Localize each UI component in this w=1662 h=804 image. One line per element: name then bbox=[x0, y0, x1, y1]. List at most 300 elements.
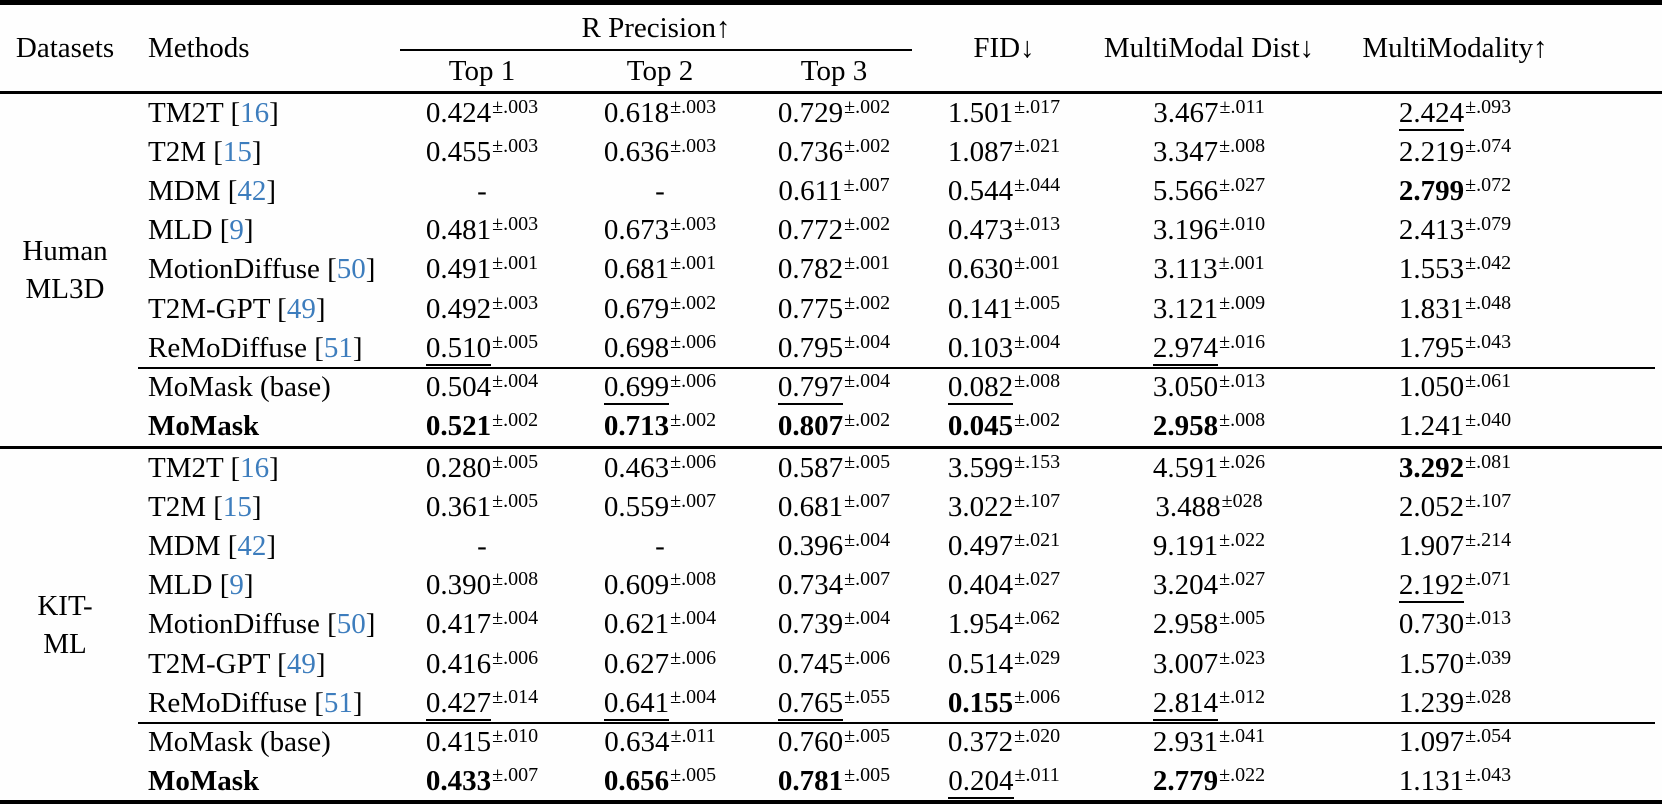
value-text: 0.280 bbox=[425, 452, 492, 485]
value-text: 0.627 bbox=[603, 647, 670, 680]
value-std-superscript: ±.006 bbox=[670, 646, 717, 669]
value-std-superscript: ±.011 bbox=[1014, 763, 1060, 786]
metric-value bbox=[1330, 253, 1662, 286]
dataset-label-line: ML bbox=[43, 628, 87, 660]
metric-value bbox=[1088, 569, 1330, 602]
metric-value bbox=[920, 726, 1088, 759]
value-std-superscript: ±.107 bbox=[1014, 490, 1061, 513]
value-text: 1.050 bbox=[1398, 370, 1465, 403]
table-row bbox=[0, 762, 1662, 801]
metric-value bbox=[748, 648, 920, 681]
metric-value bbox=[920, 332, 1088, 365]
value-std-superscript: ±.062 bbox=[1014, 607, 1061, 630]
value-text: 0.544 bbox=[947, 175, 1014, 208]
metric-value bbox=[572, 765, 748, 798]
citation-link[interactable]: 49 bbox=[286, 292, 316, 325]
value-text: 0.713 bbox=[603, 409, 670, 442]
metric-value bbox=[920, 569, 1088, 602]
table-row bbox=[0, 94, 1662, 133]
metric-value bbox=[1088, 491, 1330, 524]
value-text: 3.599 bbox=[947, 452, 1014, 485]
metric-value bbox=[1330, 214, 1662, 247]
value-std-superscript: ±.005 bbox=[492, 490, 539, 513]
metric-value bbox=[392, 491, 572, 524]
value-text: 0.473 bbox=[947, 214, 1014, 247]
value-std-superscript: ±.004 bbox=[492, 607, 539, 630]
value-text: 0.621 bbox=[603, 608, 670, 641]
table-row bbox=[0, 605, 1662, 644]
value-std-superscript: ±.005 bbox=[844, 724, 891, 747]
table-row bbox=[0, 250, 1662, 289]
value-text: 0.396 bbox=[777, 530, 844, 563]
metric-value bbox=[920, 491, 1088, 524]
metric-value bbox=[572, 608, 748, 641]
value-std-superscript: ±.003 bbox=[492, 291, 539, 314]
method-name: MoMask (base) bbox=[148, 725, 331, 758]
value-std-superscript: ±.028 bbox=[1465, 685, 1512, 708]
metric-value bbox=[572, 569, 748, 602]
value-std-superscript: ±.007 bbox=[844, 568, 891, 591]
value-std-superscript: ±.005 bbox=[844, 763, 891, 786]
value-std-superscript: ±.072 bbox=[1465, 174, 1512, 197]
value-text: 0.681 bbox=[603, 253, 670, 286]
value-text: 1.241 bbox=[1398, 409, 1465, 442]
metric-value bbox=[748, 97, 920, 130]
value-text: 0.609 bbox=[603, 569, 670, 602]
value-std-superscript: ±.023 bbox=[1219, 646, 1266, 669]
value-text: 0.521 bbox=[425, 409, 492, 442]
value-text: 0.587 bbox=[777, 452, 844, 485]
citation-link[interactable]: 50 bbox=[336, 253, 366, 286]
table-row bbox=[0, 684, 1662, 723]
value-text: 0.730 bbox=[1398, 608, 1465, 641]
dataset-label-line: KIT- bbox=[37, 589, 93, 622]
value-text: 0.636 bbox=[603, 136, 670, 169]
value-text: 1.795 bbox=[1398, 331, 1465, 364]
value-text: 0.736 bbox=[777, 136, 844, 169]
value-std-superscript: ±.214 bbox=[1465, 529, 1512, 552]
value-std-superscript: ±.041 bbox=[1219, 724, 1266, 747]
value-std-superscript: ±.008 bbox=[1014, 369, 1061, 392]
method-name: MDM [42] bbox=[148, 175, 277, 208]
citation-link[interactable]: 15 bbox=[222, 136, 252, 169]
value-text: 1.553 bbox=[1398, 253, 1465, 286]
metric-value bbox=[1330, 569, 1662, 602]
metric-value bbox=[748, 293, 920, 326]
metric-value bbox=[1330, 293, 1662, 326]
value-text: 3.204 bbox=[1152, 569, 1219, 602]
metric-value bbox=[572, 491, 748, 524]
value-text: 0.417 bbox=[425, 608, 492, 641]
value-text: 0.673 bbox=[603, 214, 670, 247]
value-std-superscript: ±.002 bbox=[492, 408, 539, 431]
value-text: 0.782 bbox=[777, 253, 844, 286]
metric-value bbox=[920, 530, 1088, 563]
method-name: MLD [9] bbox=[148, 569, 254, 602]
value-text: 3.050 bbox=[1152, 370, 1219, 403]
metric-value bbox=[392, 214, 572, 247]
metric-value bbox=[1088, 410, 1330, 443]
table-row bbox=[0, 329, 1662, 368]
value-text: 2.799 bbox=[1398, 175, 1465, 208]
citation-link[interactable]: 50 bbox=[336, 608, 366, 641]
column-header-multimodality: MultiModality↑ bbox=[1362, 31, 1548, 64]
table-row bbox=[0, 211, 1662, 250]
citation-link[interactable]: 49 bbox=[286, 647, 316, 680]
metric-value bbox=[392, 569, 572, 602]
citation-link[interactable]: 9 bbox=[229, 214, 244, 247]
metric-value bbox=[392, 293, 572, 326]
citation-link[interactable]: 16 bbox=[240, 452, 270, 485]
metric-value bbox=[392, 687, 572, 720]
value-std-superscript: ±.013 bbox=[1465, 607, 1512, 630]
table-row bbox=[0, 407, 1662, 446]
metric-value bbox=[572, 371, 748, 404]
section-humanml3d bbox=[0, 94, 1662, 449]
citation-link[interactable]: 42 bbox=[237, 530, 267, 563]
metric-value bbox=[748, 253, 920, 286]
metric-value bbox=[1088, 530, 1330, 563]
metric-value bbox=[572, 214, 748, 247]
metric-value bbox=[920, 253, 1088, 286]
metric-value bbox=[1330, 332, 1662, 365]
value-std-superscript: ±.022 bbox=[1219, 529, 1266, 552]
metric-value bbox=[1088, 765, 1330, 798]
value-std-superscript: ±.009 bbox=[1219, 291, 1266, 314]
value-std-superscript: ±.002 bbox=[844, 291, 891, 314]
citation-link[interactable]: 51 bbox=[323, 331, 353, 364]
method-name: T2M [15] bbox=[148, 491, 262, 524]
metric-value bbox=[920, 136, 1088, 169]
citation-link[interactable]: 15 bbox=[222, 491, 252, 524]
metric-value bbox=[392, 765, 572, 798]
metric-value bbox=[1088, 214, 1330, 247]
value-std-superscript: ±.005 bbox=[492, 330, 539, 353]
dataset-label-line: ML3D bbox=[25, 273, 105, 305]
value-std-superscript: ±.016 bbox=[1219, 330, 1266, 353]
value-std-superscript: ±.153 bbox=[1014, 451, 1061, 474]
value-std-superscript: ±.048 bbox=[1465, 291, 1512, 314]
value-std-superscript: ±.002 bbox=[844, 96, 891, 119]
value-text: 0.679 bbox=[603, 292, 670, 325]
value-std-superscript: ±.005 bbox=[670, 763, 717, 786]
metric-value bbox=[1330, 608, 1662, 641]
value-text: 1.954 bbox=[947, 608, 1014, 641]
metric-value bbox=[392, 175, 572, 208]
method-name: MotionDiffuse [50] bbox=[148, 608, 376, 641]
metric-value bbox=[920, 452, 1088, 485]
value-text: 2.974 bbox=[1152, 331, 1219, 364]
value-text: 0.739 bbox=[777, 608, 844, 641]
value-text: 0.141 bbox=[947, 292, 1014, 325]
value-text: 0.681 bbox=[777, 491, 844, 524]
table-header bbox=[0, 5, 1662, 94]
metric-value bbox=[1088, 175, 1330, 208]
method-name: ReMoDiffuse [51] bbox=[148, 686, 363, 719]
citation-link[interactable]: 9 bbox=[229, 569, 244, 602]
metric-value bbox=[392, 726, 572, 759]
metric-value bbox=[1088, 97, 1330, 130]
value-std-superscript: ±.002 bbox=[670, 291, 717, 314]
value-std-superscript: ±.004 bbox=[492, 369, 539, 392]
metric-value bbox=[572, 410, 748, 443]
metric-value bbox=[392, 648, 572, 681]
value-std-superscript: ±.003 bbox=[492, 96, 539, 119]
value-text: 0.729 bbox=[777, 97, 844, 130]
value-std-superscript: ±.061 bbox=[1465, 369, 1512, 392]
citation-link[interactable]: 42 bbox=[237, 175, 267, 208]
value-std-superscript: ±.002 bbox=[844, 408, 891, 431]
metric-value bbox=[748, 410, 920, 443]
method-name: MotionDiffuse [50] bbox=[148, 253, 376, 286]
metric-value bbox=[1330, 530, 1662, 563]
metric-value bbox=[748, 371, 920, 404]
value-text: 3.007 bbox=[1152, 647, 1219, 680]
value-std-superscript: ±.011 bbox=[670, 724, 716, 747]
value-std-superscript: ±.079 bbox=[1465, 213, 1512, 236]
value-std-superscript: ±.005 bbox=[1219, 607, 1266, 630]
metric-value bbox=[1330, 136, 1662, 169]
value-text: 1.831 bbox=[1398, 292, 1465, 325]
value-std-superscript: ±.027 bbox=[1219, 568, 1266, 591]
table-row bbox=[0, 488, 1662, 527]
metric-value bbox=[1330, 687, 1662, 720]
value-text: 0.797 bbox=[777, 370, 844, 403]
metric-value bbox=[392, 371, 572, 404]
metric-value bbox=[392, 410, 572, 443]
value-text: 9.191 bbox=[1152, 530, 1219, 563]
value-text: 0.775 bbox=[777, 292, 844, 325]
method-name: TM2T [16] bbox=[148, 97, 279, 130]
metric-value bbox=[1088, 253, 1330, 286]
value-text: 0.807 bbox=[777, 409, 844, 442]
value-text: 3.196 bbox=[1152, 214, 1219, 247]
metric-value bbox=[1088, 136, 1330, 169]
value-std-superscript: ±.003 bbox=[492, 213, 539, 236]
value-std-superscript: ±.003 bbox=[670, 135, 717, 158]
value-text: 0.781 bbox=[777, 764, 844, 797]
metric-value bbox=[748, 765, 920, 798]
metric-value bbox=[1330, 371, 1662, 404]
table-row bbox=[0, 133, 1662, 172]
value-std-superscript: ±.093 bbox=[1465, 96, 1512, 119]
metric-value bbox=[392, 253, 572, 286]
metric-value bbox=[748, 332, 920, 365]
value-std-superscript: ±.001 bbox=[1218, 252, 1265, 275]
metric-value bbox=[392, 332, 572, 365]
metric-value bbox=[1330, 97, 1662, 130]
method-name: MoMask bbox=[148, 409, 260, 442]
metric-value bbox=[920, 410, 1088, 443]
method-name: T2M-GPT [49] bbox=[148, 292, 326, 325]
table-row bbox=[0, 290, 1662, 329]
value-std-superscript: ±.008 bbox=[670, 568, 717, 591]
value-std-superscript: ±.008 bbox=[1219, 408, 1266, 431]
column-header-multimodal-dist: MultiModal Dist↓ bbox=[1103, 31, 1315, 64]
table-row bbox=[0, 449, 1662, 488]
value-text: 3.292 bbox=[1398, 452, 1465, 485]
column-header-top2: Top 2 bbox=[626, 54, 694, 87]
metric-value bbox=[572, 452, 748, 485]
value-text: 0.634 bbox=[604, 725, 670, 758]
column-header-fid: FID↓ bbox=[973, 31, 1035, 64]
value-std-superscript: ±.107 bbox=[1465, 490, 1512, 513]
value-text: 0.455 bbox=[425, 136, 492, 169]
value-text: 3.488 bbox=[1155, 491, 1221, 524]
value-text: 0.745 bbox=[777, 647, 844, 680]
value-text: 0.481 bbox=[425, 214, 492, 247]
metric-value bbox=[748, 136, 920, 169]
value-std-superscript: ±.006 bbox=[492, 646, 539, 669]
metric-value bbox=[1088, 332, 1330, 365]
value-text: 0.611 bbox=[778, 175, 843, 208]
value-std-superscript: ±.006 bbox=[1014, 685, 1061, 708]
column-header-r-precision: R Precision↑ bbox=[581, 12, 731, 44]
value-text: 0.656 bbox=[603, 764, 670, 797]
value-std-superscript: ±.081 bbox=[1465, 451, 1512, 474]
value-text: 1.501 bbox=[947, 97, 1014, 130]
metric-value bbox=[392, 530, 572, 563]
value-text: 2.779 bbox=[1152, 764, 1219, 797]
column-header-methods: Methods bbox=[148, 31, 250, 64]
value-text: - bbox=[655, 530, 665, 563]
value-text: 0.760 bbox=[777, 725, 844, 758]
metric-value bbox=[920, 175, 1088, 208]
value-std-superscript: ±.044 bbox=[1014, 174, 1061, 197]
metric-value bbox=[748, 726, 920, 759]
value-text: 1.087 bbox=[947, 136, 1014, 169]
value-text: 0.103 bbox=[947, 331, 1014, 364]
value-std-superscript: ±.007 bbox=[670, 490, 717, 513]
value-text: 4.591 bbox=[1152, 452, 1219, 485]
value-std-superscript: ±.014 bbox=[492, 685, 539, 708]
citation-link[interactable]: 16 bbox=[240, 97, 270, 130]
metric-value bbox=[1330, 726, 1662, 759]
value-text: 3.467 bbox=[1153, 97, 1219, 130]
value-text: 0.772 bbox=[777, 214, 844, 247]
value-text: 0.698 bbox=[603, 331, 670, 364]
value-text: 0.641 bbox=[603, 686, 670, 719]
value-text: 0.492 bbox=[425, 292, 492, 325]
value-std-superscript: ±.003 bbox=[670, 213, 717, 236]
value-text: 2.219 bbox=[1398, 136, 1465, 169]
value-std-superscript: ±028 bbox=[1221, 490, 1263, 513]
metric-value bbox=[392, 136, 572, 169]
value-std-superscript: ±.005 bbox=[492, 451, 539, 474]
value-text: 3.121 bbox=[1152, 292, 1219, 325]
section-kitml bbox=[0, 449, 1662, 801]
value-text: 1.239 bbox=[1398, 686, 1465, 719]
value-text: 0.491 bbox=[425, 253, 492, 286]
column-header-top1: Top 1 bbox=[448, 54, 516, 87]
metric-value bbox=[572, 648, 748, 681]
value-text: 0.082 bbox=[947, 370, 1014, 403]
metric-value bbox=[1088, 608, 1330, 641]
value-text: 0.630 bbox=[947, 253, 1014, 286]
value-text: 0.497 bbox=[947, 530, 1014, 563]
value-std-superscript: ±.027 bbox=[1014, 568, 1061, 591]
value-text: 0.795 bbox=[777, 331, 844, 364]
metric-value bbox=[1088, 726, 1330, 759]
metric-value bbox=[572, 687, 748, 720]
value-text: 0.424 bbox=[425, 97, 492, 130]
metric-value bbox=[572, 136, 748, 169]
metric-value bbox=[392, 452, 572, 485]
value-std-superscript: ±.001 bbox=[1014, 252, 1061, 275]
metric-value bbox=[572, 726, 748, 759]
table-row bbox=[0, 645, 1662, 684]
metric-value bbox=[748, 687, 920, 720]
value-text: 1.097 bbox=[1398, 725, 1465, 758]
metric-value bbox=[1088, 293, 1330, 326]
value-text: - bbox=[477, 175, 487, 208]
value-std-superscript: ±.004 bbox=[844, 607, 891, 630]
table-row bbox=[0, 172, 1662, 211]
value-text: 3.113 bbox=[1153, 253, 1218, 286]
value-text: 2.931 bbox=[1152, 725, 1219, 758]
value-std-superscript: ±.021 bbox=[1014, 529, 1061, 552]
metric-value bbox=[920, 97, 1088, 130]
value-std-superscript: ±.013 bbox=[1219, 369, 1266, 392]
metric-value bbox=[1088, 687, 1330, 720]
value-std-superscript: ±.042 bbox=[1465, 252, 1512, 275]
value-std-superscript: ±.055 bbox=[844, 685, 891, 708]
value-std-superscript: ±.020 bbox=[1014, 724, 1061, 747]
table-row bbox=[0, 368, 1662, 407]
table-row bbox=[0, 527, 1662, 566]
value-text: - bbox=[477, 530, 487, 563]
value-std-superscript: ±.008 bbox=[1219, 135, 1266, 158]
metric-value bbox=[1088, 648, 1330, 681]
citation-link[interactable]: 51 bbox=[323, 686, 353, 719]
value-text: 2.958 bbox=[1152, 409, 1219, 442]
metric-value bbox=[572, 530, 748, 563]
method-name: MoMask bbox=[148, 764, 260, 797]
method-name: T2M [15] bbox=[148, 136, 262, 169]
value-std-superscript: ±.008 bbox=[492, 568, 539, 591]
method-name: MLD [9] bbox=[148, 214, 254, 247]
method-name: MDM [42] bbox=[148, 530, 277, 563]
metric-value bbox=[392, 97, 572, 130]
value-text: 0.404 bbox=[947, 569, 1014, 602]
metric-value bbox=[1088, 452, 1330, 485]
dataset-label-line: Human bbox=[22, 234, 108, 267]
value-text: 2.192 bbox=[1398, 569, 1465, 602]
table-row bbox=[0, 566, 1662, 605]
value-text: 0.361 bbox=[425, 491, 492, 524]
value-text: 0.504 bbox=[425, 370, 492, 403]
value-std-superscript: ±.005 bbox=[1014, 291, 1061, 314]
value-std-superscript: ±.004 bbox=[844, 369, 891, 392]
value-std-superscript: ±.002 bbox=[1014, 408, 1061, 431]
metric-value bbox=[920, 687, 1088, 720]
value-std-superscript: ±.002 bbox=[844, 213, 891, 236]
method-name: TM2T [16] bbox=[148, 452, 279, 485]
column-header-top3: Top 3 bbox=[800, 54, 868, 87]
value-std-superscript: ±.004 bbox=[1014, 330, 1061, 353]
metric-value bbox=[572, 253, 748, 286]
value-text: 0.416 bbox=[425, 647, 492, 680]
value-text: 0.433 bbox=[425, 764, 492, 797]
method-name: ReMoDiffuse [51] bbox=[148, 331, 363, 364]
metric-value bbox=[572, 293, 748, 326]
value-std-superscript: ±.017 bbox=[1014, 96, 1061, 119]
value-text: 0.427 bbox=[425, 686, 492, 719]
value-text: 5.566 bbox=[1152, 175, 1219, 208]
value-std-superscript: ±.003 bbox=[492, 135, 539, 158]
metric-value bbox=[572, 97, 748, 130]
column-header-datasets: Datasets bbox=[15, 31, 115, 64]
